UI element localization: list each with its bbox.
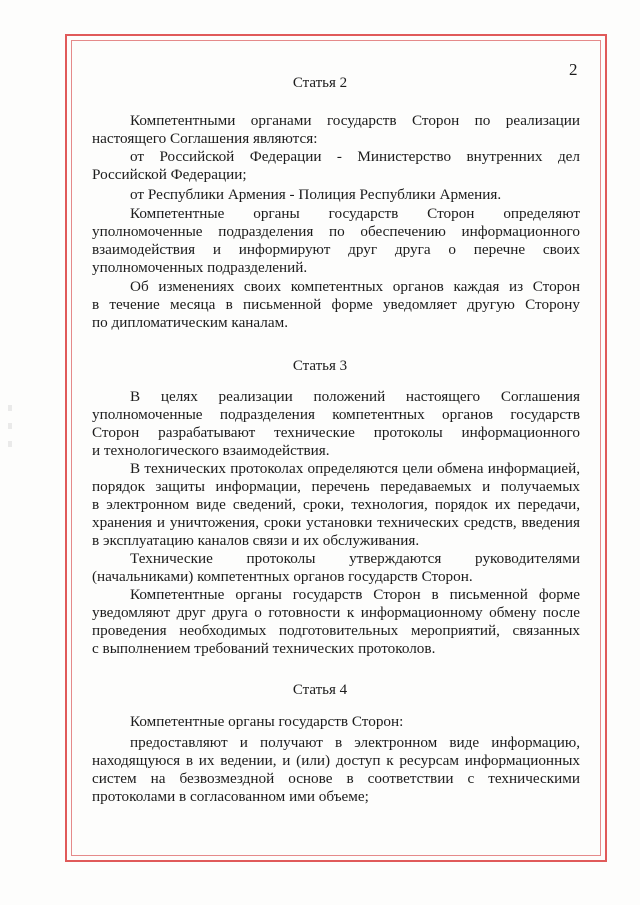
text-line: Компетентные органы государств Сторон определяют	[130, 205, 580, 222]
text-line: уведомляют друг друга о готовности к информационному обмену после	[92, 604, 580, 622]
text-line: В целях реализации положений настоящего Соглашения	[130, 388, 580, 405]
text-line: находящуюся в их ведении, и (или) доступ к ресурсам информационных	[92, 752, 580, 770]
text-line: уполномоченных подразделений.	[92, 259, 308, 277]
article-3-title: Статья 3	[292, 358, 348, 374]
article-3-paragraph-1	[92, 388, 580, 460]
text-line: уполномоченные подразделения по обеспечению информационного	[92, 223, 580, 241]
article-2-paragraph-2	[92, 148, 580, 184]
article-4-title: Статья 4	[292, 682, 348, 698]
text-line: в эксплуатацию каналов связи и их обслуживания.	[92, 532, 420, 550]
text-line: хранения и уничтожения, сроки установки технических средств, введения	[92, 514, 580, 532]
text-line: взаимодействия и информируют друг друга о перечне своих	[92, 241, 580, 259]
text-line: Сторон разрабатывают технические протоколы информационного	[92, 424, 580, 442]
text-line: и технологического взаимодействия.	[92, 442, 330, 460]
article-2-paragraph-1	[92, 112, 580, 148]
text-line: В технических протоколах определяются цели обмена информацией,	[130, 460, 580, 477]
text-line: проведения необходимых подготовительных мероприятий, связанных	[92, 622, 580, 640]
text-line: с выполнением требований технических протоколов.	[92, 640, 436, 658]
text-line: Российской Федерации;	[92, 166, 247, 184]
article-3-paragraph-3	[92, 550, 580, 586]
text-line: от Российской Федерации - Министерство внутренних дел	[130, 148, 580, 165]
text-line: Об изменениях своих компетентных органов каждая из Сторон	[130, 278, 580, 295]
page-number: 2	[569, 60, 578, 79]
article-2-paragraph-5	[92, 278, 580, 332]
text-line: предоставляют и получают в электронном виде информацию,	[130, 734, 580, 751]
text-line: уполномоченные подразделения компетентных органов государств	[92, 406, 580, 424]
text-line: (начальниками) компетентных органов государств Сторон.	[92, 568, 473, 586]
article-2-paragraph-3	[92, 186, 580, 204]
text-line: по дипломатическим каналам.	[92, 314, 289, 332]
text-line: систем на безвозмездной основе в соответствии с техническими	[92, 770, 580, 788]
text-line: от Республики Армения - Полиция Республики Армения.	[130, 186, 502, 203]
article-2-title: Статья 2	[292, 75, 348, 91]
text-line: порядок защиты информации, перечень передаваемых и получаемых	[92, 478, 580, 496]
text-line: в течение месяца в письменной форме уведомляет другую Сторону	[92, 296, 580, 314]
text-line: протоколами в согласованном ими объеме;	[92, 788, 369, 806]
article-2-paragraph-4	[92, 205, 580, 277]
scan-edge-mark	[8, 405, 12, 465]
article-4-paragraph-1	[92, 713, 580, 731]
text-line: Компетентными органами государств Сторон по реализации	[130, 112, 580, 129]
article-3-paragraph-2	[92, 460, 580, 550]
text-line: Технические протоколы утверждаются руководителями	[130, 550, 580, 567]
text-line: Компетентные органы государств Сторон:	[130, 713, 404, 730]
text-line: Компетентные органы государств Сторон в письменной форме	[130, 586, 580, 603]
article-4-paragraph-2	[92, 734, 580, 806]
text-line: настоящего Соглашения являются:	[92, 130, 318, 148]
article-3-paragraph-4	[92, 586, 580, 658]
text-line: в электронном виде сведений, сроки, технология, порядок их передачи,	[92, 496, 580, 514]
